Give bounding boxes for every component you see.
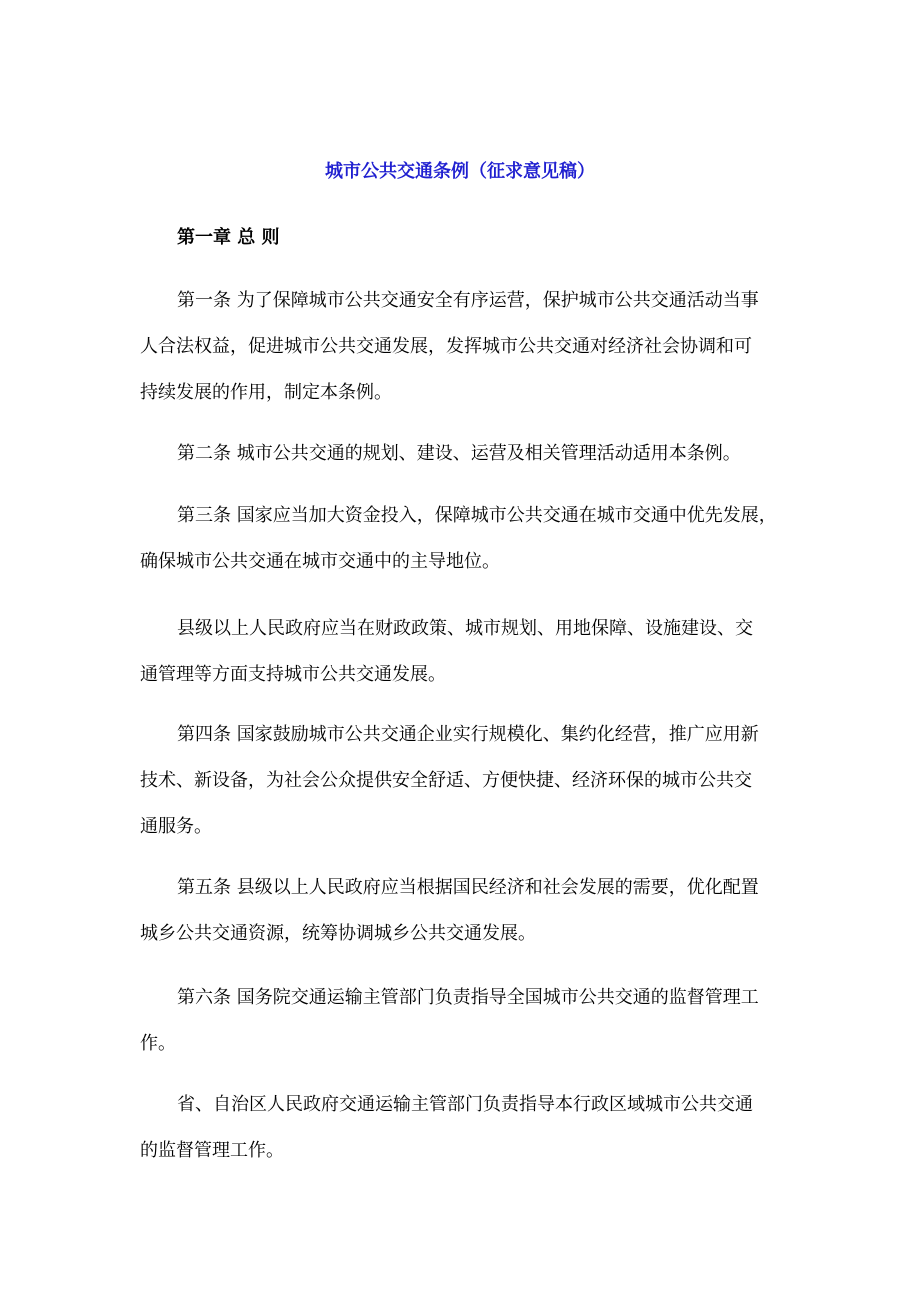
- article-2-paragraph: [140, 431, 800, 477]
- paragraph-line: 第一条 为了保障城市公共交通安全有序运营，保护城市公共交通活动当事: [177, 290, 759, 311]
- paragraph-line: 第六条 国务院交通运输主管部门负责指导全国城市公共交通的监督管理工: [177, 987, 759, 1008]
- paragraph-line: 通管理等方面支持城市公共交通发展。: [140, 664, 446, 685]
- paragraph-line: 作。: [140, 1033, 176, 1054]
- paragraph-line: 第四条 国家鼓励城市公共交通企业实行规模化、集约化经营，推广应用新: [177, 724, 759, 745]
- paragraph-line: 城乡公共交通资源，统筹协调城乡公共交通发展。: [140, 923, 536, 944]
- paragraph-line: 第三条 国家应当加大资金投入，保障城市公共交通在城市交通中优先发展，: [177, 505, 777, 526]
- paragraph-line: 通服务。: [140, 816, 212, 837]
- article-4-paragraph: [140, 712, 800, 850]
- paragraph-line: 省、自治区人民政府交通运输主管部门负责指导本行政区域城市公共交通: [177, 1094, 753, 1115]
- article-3-subparagraph: [140, 606, 800, 698]
- paragraph-line: 持续发展的作用，制定本条例。: [140, 382, 392, 403]
- paragraph-line: 第二条 城市公共交通的规划、建设、运营及相关管理活动适用本条例。: [177, 443, 741, 464]
- document-title: 城市公共交通条例（征求意见稿）: [325, 161, 595, 182]
- article-5-paragraph: [140, 865, 800, 957]
- article-3-paragraph: [140, 493, 800, 585]
- paragraph-line: 第五条 县级以上人民政府应当根据国民经济和社会发展的需要，优化配置: [177, 877, 759, 898]
- article-6-paragraph: [140, 975, 800, 1067]
- paragraph-line: 技术、新设备，为社会公众提供安全舒适、方便快捷、经济环保的城市公共交: [140, 770, 752, 791]
- article-6-subparagraph: [140, 1082, 800, 1174]
- chapter-heading: 第一章 总 则: [177, 227, 280, 248]
- paragraph-line: 人合法权益，促进城市公共交通发展，发挥城市公共交通对经济社会协调和可: [140, 336, 752, 357]
- paragraph-line: 县级以上人民政府应当在财政政策、城市规划、用地保障、设施建设、交: [177, 618, 753, 639]
- paragraph-line: 确保城市公共交通在城市交通中的主导地位。: [140, 551, 500, 572]
- paragraph-line: 的监督管理工作。: [140, 1140, 284, 1161]
- article-1-paragraph: [140, 278, 800, 416]
